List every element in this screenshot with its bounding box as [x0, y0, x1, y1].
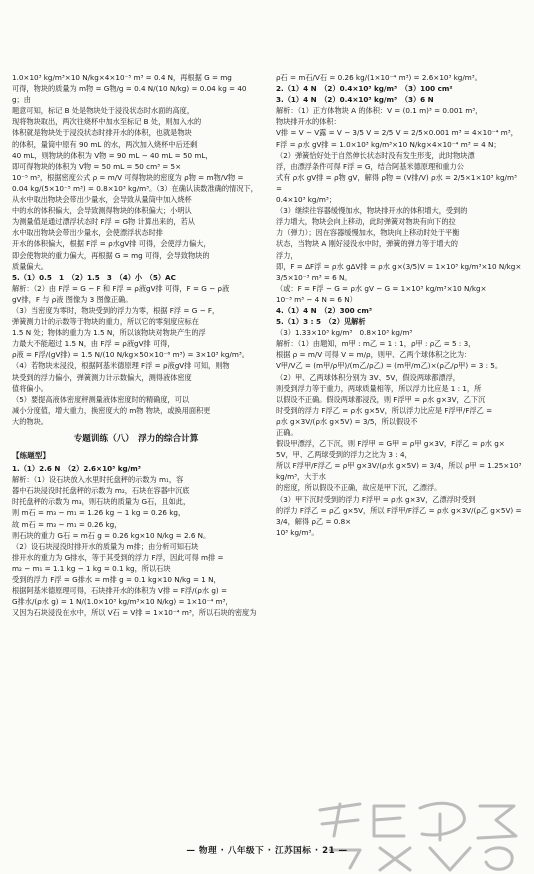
text-line: 根据 ρ = m/V 可得 V = m/ρ，则甲、乙两个球体积之比为： [276, 350, 472, 360]
answer-q3 [276, 94, 522, 305]
text-line: V排 = V − V露 = V − 3/5 V = 2/5 V = 2/5×0.001 m³ = 4×10⁻⁴ m³， [276, 128, 518, 138]
text-line: 0.4×10³ kg/m³； [276, 195, 336, 205]
text-line: 大的物块。 [12, 416, 48, 426]
answer-q1 [12, 463, 260, 618]
answer-continued [12, 72, 260, 272]
text-line: （或：F = F浮 − G = ρ水 gV − G = 1×10³ kg/m³×10 N/kg× [276, 283, 487, 293]
text-line: 质量偏大。 [12, 261, 48, 271]
text-line: 则 m石 = m₃ − m₁ = 1.26 kg − 1 kg = 0.26 kg， [12, 508, 186, 518]
text-line: 体积就是物块处于浸没状态时排开水的体积，也就是物块 [12, 128, 192, 138]
text-line: 减小分度值，增大重力，换密度大的 m物 物块，或换用面积更 [12, 405, 211, 415]
text-line: 10⁻⁵ m³，根据密度公式 ρ = m/V 可得物块的密度为 ρ物 = m物/V物 = [12, 172, 244, 182]
text-line: 即会使物块的重力偏大，再根据 G = mg 可得，会导致物块的 [12, 250, 210, 260]
text-line: 即可得物块的体积为 V物 = 50 mL = 50 cm³ = 5× [12, 161, 182, 171]
text-line: 即，F = ΔF浮 = ρ水 gΔV排 = ρ水 g×(3/5)V = 1×10³ kg/m³×10 N/kg× [276, 261, 522, 271]
text-line: 10³ kg/m³。 [276, 527, 319, 537]
text-line: ρ石 = m石/V石 = 0.26 kg/(1×10⁻⁴ m³) = 2.6×10³ kg/m³。 [276, 73, 482, 82]
text-line: 的密度，所以假设不正确，故应是甲下沉，乙漂浮。 [276, 483, 442, 493]
text-line: 解析：（2）由 F浮 = G − F 和 F浮 = ρ液gV排 可得，F = G − ρ液 [12, 283, 230, 293]
text-line: （3）甲下沉时受到的浮力 F浮甲 = ρ水 g×3V，乙漂浮时受到 [276, 494, 476, 504]
text-line: （4）若物块未浸没，根据阿基米德原理 F浮 = ρ液gV排 可知，则物 [12, 361, 230, 371]
answer-header: 1.（1）2.6 N （2）2.6×10³ kg/m³ [12, 464, 141, 474]
text-line: 受到的浮力 F浮 = G排水 = m排 g = 0.1 kg×10 N/kg = 1 N， [12, 575, 221, 585]
text-line: 则受到浮力等于重力，两球质量相等，所以浮力比应是 1 : 1，所 [276, 383, 482, 393]
page-footer: — 物理 · 八年级下 · 江苏国标 · 21 — [186, 846, 348, 856]
text-line: 正确。 [276, 428, 298, 437]
text-line: 所以 F浮甲/F浮乙 = ρ甲 g×3V/(ρ水 g×5V) = 3/4，所以 ρ甲 = 1.25×10³ kg/m³，大于水 [276, 461, 522, 482]
text-line: ρ液 = F浮/(gV排) = 1.5 N/(10 N/kg×50×10⁻⁶ m³) = 3×10³ kg/m³。 [12, 350, 249, 360]
text-line: 块受到的浮力偏小，弹簧测力计示数偏大，测得液体密度 [12, 372, 192, 382]
text-line: G排水/(ρ水 g) = 1 N/(1.0×10³ kg/m³×10 N/kg) = 1×10⁻⁴ m³， [12, 597, 233, 607]
text-line: （3）当密度为零时，物块受到的浮力为零，根据 F浮 = G − F， [12, 305, 220, 315]
text-line: 5V，甲、乙两球受到的浮力之比为 3 : 4， [276, 450, 412, 460]
text-line: 力（弹力）；因在容器缓慢加水，物块向上移动时处于平衡 [276, 228, 460, 238]
text-line: 现将物块取出，两次往烧杯中加水至标记 B 处，则加入水的 [12, 117, 202, 127]
text-line: 10⁻³ m³ − 4 N = 6 N） [276, 294, 357, 304]
text-line: 值将偏小。 [12, 383, 48, 393]
practice-label: 【练题型】 [12, 451, 50, 460]
text-line: 时受到的浮力 F浮乙 = ρ水 g×5V，所以浮力比应是 F浮甲/F浮乙 = [276, 405, 493, 415]
text-line: 物块排开水的体积： [276, 117, 341, 127]
text-line: ρ水 g×3V/(ρ水 g×5V) = 3/5，所以假设不 [276, 416, 418, 426]
text-line: 时托盘秤的示数为 m₃，则石块的质量为 G石，且如此， [12, 497, 191, 507]
watermark-stamp [300, 790, 530, 874]
answer-header: 3.（1）4 N （2）0.4×10³ kg/m³ （3）6 N [276, 95, 434, 105]
text-line: gV排，F 与 ρ液 图像为 3 图像正确。 [12, 294, 133, 304]
text-line: 40 mL，则物块的体积为 V物 = 90 mL − 40 mL = 50 mL， [12, 150, 213, 160]
text-line: 式有 ρ水 gV排 = ρ物 gV，解得 ρ物 = (V排/V) ρ水 = 2/5×1×10³ kg/m³ = [276, 172, 517, 193]
text-line: 解析：（1）正方体物块 A 的体积：V = (0.1 m)³ = 0.001 m³， [276, 106, 483, 116]
answer-q5 [12, 272, 260, 427]
text-line: m₂ − m₁ = 1.1 kg − 1 kg = 0.1 kg，所以石块 [12, 563, 171, 573]
text-line: 为测量值是通过漂浮状态时 F浮 = G物 计算出来的，若从 [12, 217, 195, 227]
text-line: 浮力， [276, 250, 298, 260]
text-line: F浮 = ρ水 gV排 = 1.0×10³ kg/m³×10 N/kg×4×10⁻⁴ m³ = 4 N； [276, 139, 501, 149]
text-line: 的体积，量筒中原有 90 mL 的水，两次加入烧杯中后还剩 [12, 139, 198, 149]
text-line: 的浮力 F浮乙 = ρ乙 g×5V，所以 F浮甲/F浮乙 = ρ水 g×3V/(ρ乙 g×5V) = 3/4，解得 ρ乙 = 0.8× [276, 505, 522, 526]
text-line: 解析：（1）设石块放入水里时托盘秤的示数为 m₁，容 [12, 475, 184, 485]
text-line: 故 m石 = m₃ − m₁ = 0.26 kg， [12, 519, 122, 529]
text-line: V甲/V乙 = (m甲/ρ甲)/(m乙/ρ乙) = (m甲/m乙)×(ρ乙/ρ甲) = 3 : 5。 [276, 361, 503, 371]
text-line: 力最大不能超过 1.5 N，由 F浮 = ρ液gV排 可得， [12, 339, 175, 349]
text-line: 器中石块浸没时托盘秤的示数为 m₂，石块在容器中沉底 [12, 486, 190, 496]
left-column [12, 72, 260, 618]
text-line: 1.5 N 处；物体的重力为 1.5 N，所以该物块对物块产生的浮 [12, 328, 206, 338]
text-line: 1.0×10³ kg/m³×10 N/kg×4×10⁻⁵ m³ = 0.4 N，再根据 G = mg [12, 73, 232, 82]
text-line: （3）继续往容器缓慢加水，物块排开水的体积增大，受到的 [276, 206, 468, 216]
text-line: 可得，物块的质量为 m物 = G物/g = 0.4 N/(10 N/kg) = 0.04 kg = 40 g；由 [12, 84, 247, 105]
text-line: 则石块的重力 G石 = m石 g = 0.26 kg×10 N/kg = 2.6 N。 [12, 530, 211, 540]
text-line: 浮力增大，物块会向上移动，此时弹簧对物块有向下的拉 [276, 217, 456, 227]
answer-q2: 2.（1）4 N （2）0.4×10³ kg/m³ （3）100 cm² [276, 84, 453, 94]
text-line: 0.04 kg/(5×10⁻⁵ m³) = 0.8×10³ kg/m³。（3）在确认读数准确的情况下， [12, 183, 258, 193]
text-line: 中的水的体积偏大，会导致测得物块的体积偏大；小明认 [12, 206, 192, 216]
text-line: 水中取出物块会带出少量水，会使漂浮状态时排 [12, 228, 163, 238]
text-line: 弹簧测力计的示数等于物块的重力，所以它的零刻度应标在 [12, 317, 199, 327]
answer-header: 5.（1）3 : 5 （2）见解析 [276, 317, 366, 327]
right-column [276, 72, 522, 538]
text-line: 题意可知，标记 B 处是物块处于浸没状态时水面的高度， [12, 106, 195, 116]
text-line: （3）1.33×10³ kg/m³ 0.8×10³ kg/m³ [276, 328, 413, 338]
text-line: （2）弹簧恰好处于自然伸长状态时没有发生形变，此时物块漂 [276, 150, 475, 160]
text-line: 排开水的重力为 G排水，等于其受到的浮力 F浮，因此可得 m排 = [12, 552, 224, 562]
text-line: 状态，当物块 A 刚好浸没水中时，弹簧的弹力等于增大的 [276, 239, 458, 249]
text-line: 开水的体积偏大，根据 F浮 = ρ水gV排 可得，会使浮力偏大， [12, 239, 211, 249]
text-line: （5）要提高液体密度秤测量液体密度时的精确度，可以 [12, 394, 190, 404]
text-line: 浮，由漂浮条件可得 F浮 = G，结合阿基米德原理和重力公 [276, 161, 464, 171]
text-line: （2）设石块浸没时排开水的质量为 m排；由分析可知石块 [12, 541, 199, 551]
text-line: 又因为石块浸没在水中，所以 V石 = V排 = 1×10⁻⁴ m³，所以石块的密度为 [12, 608, 257, 618]
text-line: 根据阿基米德原理可得，石块排开水的体积为 V排 = F浮/(ρ水 g) = [12, 586, 227, 596]
text-line: 假设甲漂浮，乙下沉，则 F浮甲 = G甲 = ρ甲 g×3V，F浮乙 = ρ水 g× [276, 439, 505, 449]
text-line: 从水中取出物块会带出少量水，会导致从量筒中加入烧杯 [12, 195, 192, 205]
text-line: （2）甲、乙两球体积分别为 3V、5V，假设两球都漂浮， [276, 372, 460, 382]
text-line: 3/5×10⁻³ m³ = 6 N。 [276, 272, 352, 282]
text-line: 解析：（1）由题知，m甲 : m乙 = 1 : 1，ρ甲 : ρ乙 = 5 : 3， [276, 339, 476, 349]
section-title: 专题训练（八） 浮力的综合计算 [73, 434, 199, 444]
answer-q4: 4.（1）4 N （2）300 cm³ [276, 305, 372, 315]
answer-header: 5.（1）0.5 1 （2）1.5 3 （4）小 （5）AC [12, 272, 176, 282]
answer-q5-right [276, 316, 522, 538]
text-line: 以假设不正确。假设两球都浸没，则 F浮甲 = ρ水 g×3V，乙下沉 [276, 394, 486, 404]
